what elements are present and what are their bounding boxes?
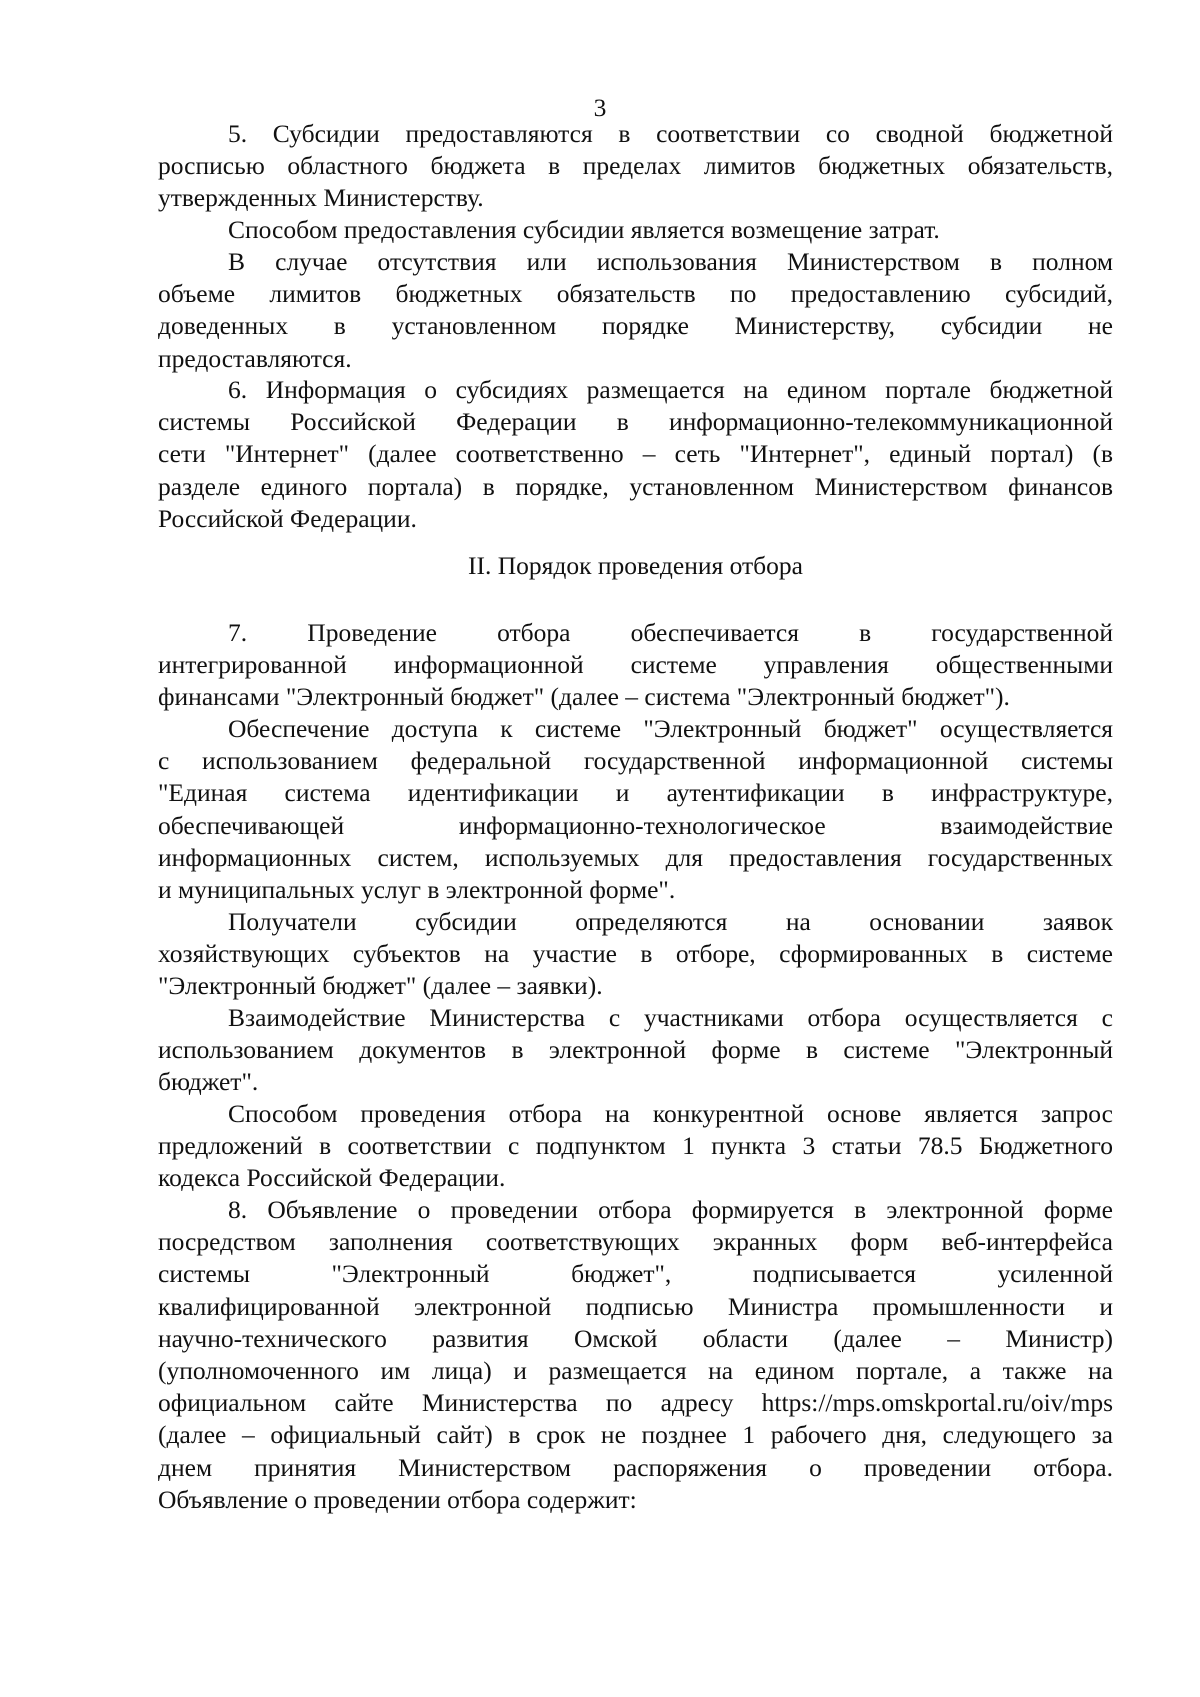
paragraph-subsidy-method: [158, 214, 1113, 246]
paragraph-item-7: [158, 617, 1113, 714]
text-line: обеспечивающей информационно-технологическое взаимодействие: [158, 810, 1113, 840]
text-line: 6. Информация о субсидиях размещается на едином портале бюджетной: [228, 375, 1113, 404]
text-line: разделе единого портала) в порядке, установленном Министерством финансов: [158, 471, 1113, 501]
text-line: интегрированной информационной системе управления общественными: [158, 650, 1113, 680]
text-line: хозяйствующих субъектов на участие в отборе, сформированных в системе: [158, 939, 1113, 969]
text-line: Способом проведения отбора на конкурентной основе является запрос: [228, 1099, 1113, 1128]
text-line: Российской Федерации.: [158, 503, 417, 533]
paragraph-selection-method: [158, 1098, 1113, 1195]
text-line: Объявление о проведении отбора содержит:: [158, 1484, 637, 1514]
paragraph-system-access: [158, 713, 1113, 906]
text-line: использованием документов в электронной форме в системе "Электронный: [158, 1035, 1113, 1065]
text-line: 7. Проведение отбора обеспечивается в государственной: [228, 618, 1113, 647]
text-line: 8. Объявление о проведении отбора формируется в электронной форме: [228, 1195, 1113, 1224]
text-line: (далее – официальный сайт) в срок не позднее 1 рабочего дня, следующего за: [158, 1420, 1113, 1450]
text-line: посредством заполнения соответствующих экранных форм веб-интерфейса: [158, 1227, 1113, 1257]
text-line: информационных систем, используемых для предоставления государственных: [158, 842, 1113, 872]
text-line: "Единая система идентификации и аутентификации в инфраструктуре,: [158, 778, 1113, 808]
text-line: квалифицированной электронной подписью Министра промышленности и: [158, 1291, 1113, 1321]
text-line: кодекса Российской Федерации.: [158, 1163, 506, 1193]
paragraph-interaction: [158, 1002, 1113, 1099]
paragraph-item-5: [158, 118, 1113, 215]
text-line: росписью областного бюджета в пределах лимитов бюджетных обязательств,: [158, 151, 1113, 181]
text-line: научно-технического развития Омской области (далее – Министр): [158, 1323, 1113, 1353]
text-line: сети "Интернет" (далее соответственно – сеть "Интернет", единый портал) (в: [158, 439, 1113, 469]
text-line: финансами "Электронный бюджет" (далее – система "Электронный бюджет").: [158, 682, 1010, 712]
text-line: Способом предоставления субсидии является возмещение затрат.: [228, 215, 940, 244]
section-heading: [158, 550, 1113, 582]
text-line: Получатели субсидии определяются на основании заявок: [228, 907, 1113, 936]
text-line: В случае отсутствия или использования Министерством в полном: [228, 247, 1113, 276]
section-title: II. Порядок проведения отбора: [468, 551, 803, 580]
text-line: доведенных в установленном порядке Министерству, субсидии не: [158, 311, 1113, 341]
page-number: 3: [593, 93, 607, 122]
text-line: утвержденных Министерству.: [158, 183, 484, 213]
paragraph-recipients: [158, 906, 1113, 1003]
text-line: и муниципальных услуг в электронной форме".: [158, 875, 676, 905]
text-line: Обеспечение доступа к системе "Электронный бюджет" осуществляется: [228, 714, 1113, 743]
paragraph-item-8: [158, 1194, 1113, 1516]
text-line: бюджет".: [158, 1067, 259, 1097]
text-line: 5. Субсидии предоставляются в соответствии со сводной бюджетной: [228, 119, 1113, 148]
text-line: "Электронный бюджет" (далее – заявки).: [158, 971, 603, 1001]
text-line: системы Российской Федерации в информационно-телекоммуникационной: [158, 407, 1113, 437]
text-line: Взаимодействие Министерства с участниками отбора осуществляется с: [228, 1003, 1113, 1032]
paragraph-item-6: [158, 374, 1113, 535]
text-line: предоставляются.: [158, 343, 352, 373]
text-line: системы "Электронный бюджет", подписывается усиленной: [158, 1259, 1113, 1289]
paragraph-limits-absence: [158, 246, 1113, 375]
text-line: официальном сайте Министерства по адресу https://mps.omskportal.ru/oiv/mps: [158, 1388, 1113, 1418]
text-line: с использованием федеральной государственной информационной системы: [158, 746, 1113, 776]
text-line: объеме лимитов бюджетных обязательств по предоставлению субсидий,: [158, 279, 1113, 309]
text-line: (уполномоченного им лица) и размещается на едином портале, а также на: [158, 1356, 1113, 1386]
text-line: днем принятия Министерством распоряжения о проведении отбора.: [158, 1452, 1113, 1482]
text-line: предложений в соответствии с подпунктом 1 пункта 3 статьи 78.5 Бюджетного: [158, 1131, 1113, 1161]
